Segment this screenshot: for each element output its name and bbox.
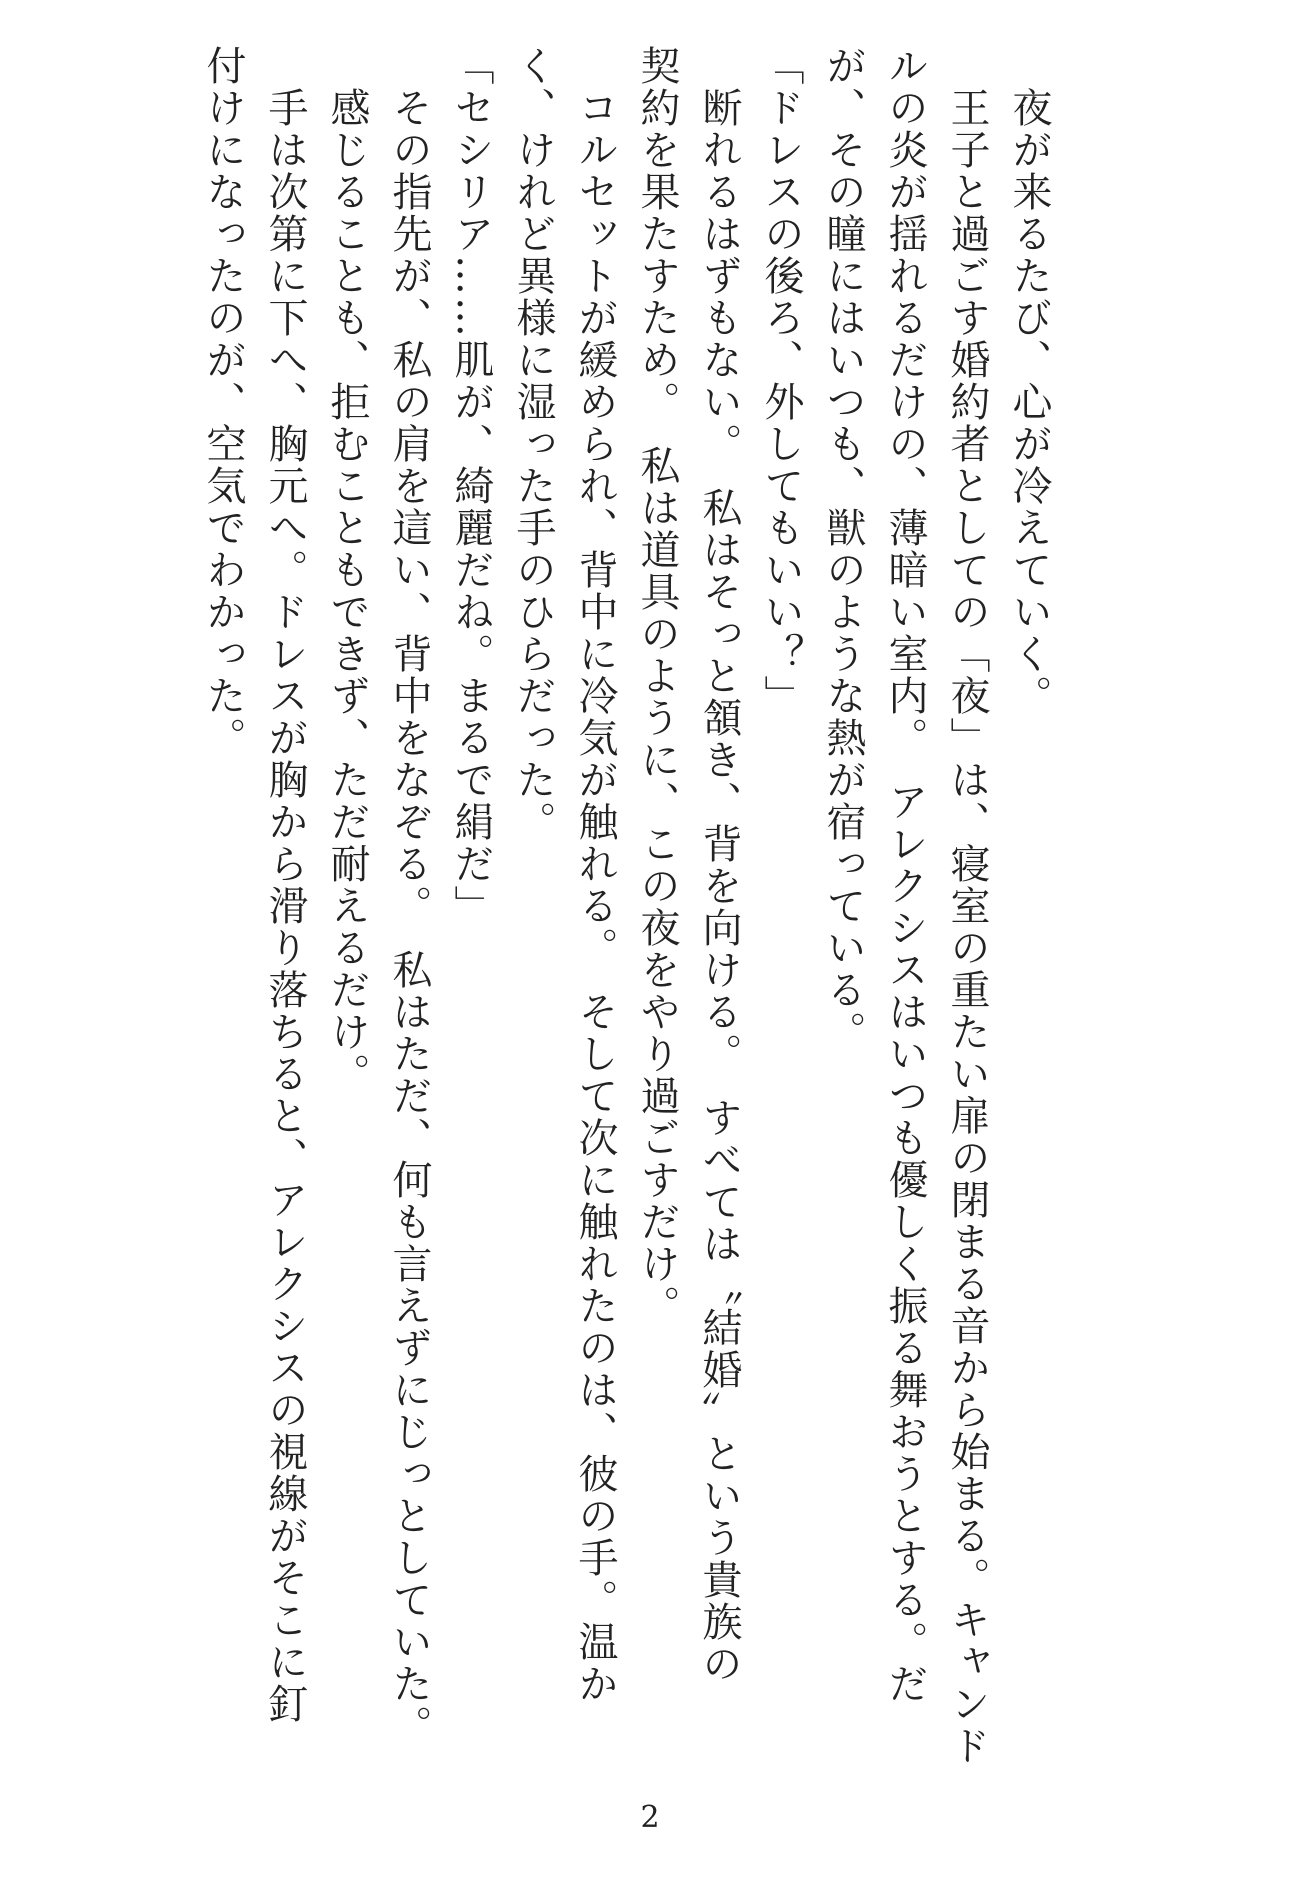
page-number: 2 bbox=[640, 1800, 660, 1835]
novel-text-body bbox=[192, 45, 1060, 1785]
text-line: 夜が来るたび、心が冷えていく。 bbox=[1006, 45, 1052, 717]
text-line: く、けれど異様に湿った手のひらだった。 bbox=[510, 45, 556, 843]
text-line: 断れるはずもない。 私はそっと頷き、背を向ける。 すべては〝結婚〟という貴族の bbox=[696, 45, 742, 1685]
text-line: 感じることも、拒むこともできず、ただ耐えるだけ。 bbox=[324, 45, 370, 1095]
text-line: 契約を果たすため。 私は道具のように、この夜をやり過ごすだけ。 bbox=[634, 45, 680, 1327]
text-line: が、その瞳にはいつも、獣のような熱が宿っている。 bbox=[820, 45, 866, 1053]
text-line: 手は次第に下へ、胸元へ。ドレスが胸から滑り落ちると、アレクシスの視線がそこに釘 bbox=[262, 45, 308, 1725]
text-line: その指先が、私の肩を這い、背中をなぞる。 私はただ、何も言えずにじっとしていた。 bbox=[386, 45, 432, 1747]
dialogue-line: 「セシリア……肌が、綺麗だね。まるで絹だ」 bbox=[448, 45, 494, 927]
text-line: ルの炎が揺れるだけの、薄暗い室内。 アレクシスはいつも優しく振る舞おうとする。だ bbox=[882, 45, 928, 1705]
text-line: コルセットが緩められ、背中に冷気が触れる。 そして次に触れたのは、彼の手。温か bbox=[572, 45, 618, 1705]
text-line: 王子と過ごす婚約者としての「夜」は、寝室の重たい扉の閉まる音から始まる。キャンド bbox=[944, 45, 990, 1767]
text-line: 付けになったのが、空気でわかった。 bbox=[200, 45, 246, 759]
dialogue-line: 「ドレスの後ろ、外してもいい？」 bbox=[758, 45, 804, 717]
